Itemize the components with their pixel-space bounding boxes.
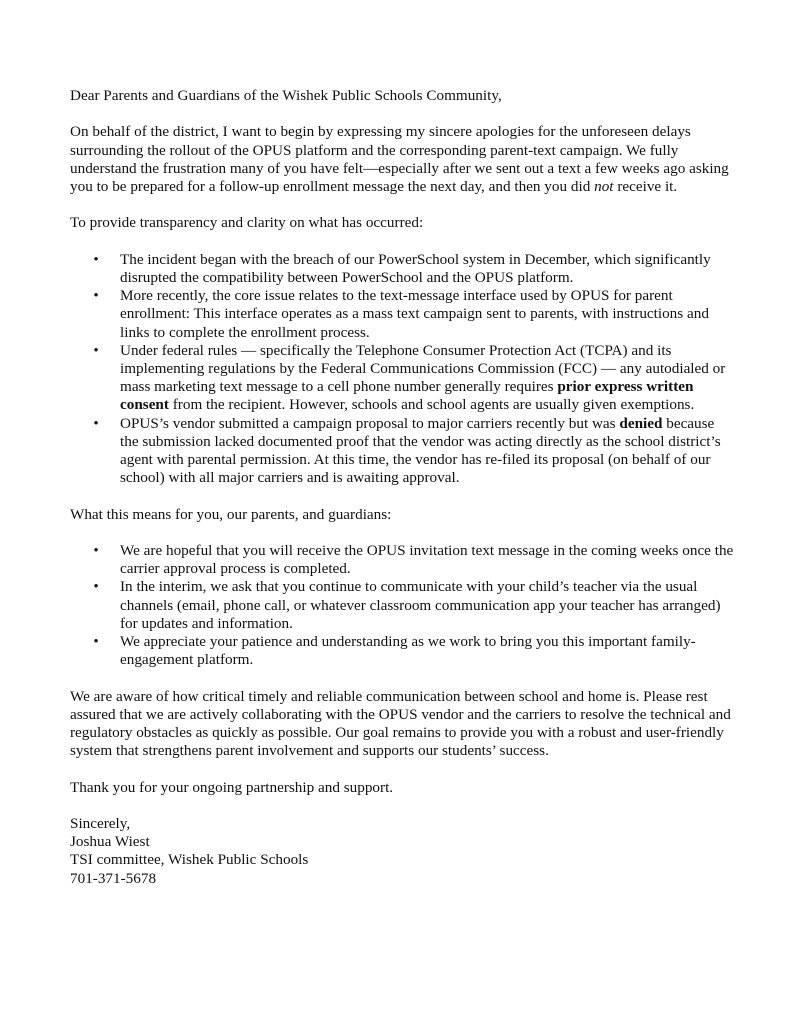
list-item-text-end: because the submission lacked documented proof that the vendor was acting directly as the school district’s agent with parental permission. At this time, the vendor has re-filed its proposal (on behalf of our school) with all major carriers and is awaiting approval. <box>120 414 721 487</box>
bullet-icon: • <box>93 341 99 359</box>
list-item-text: In the interim, we ask that you continue to communicate with your child’s teacher via the usual channels (email, phone call, or whatever classroom communication app your teacher has arranged) for updates and information. <box>120 578 721 632</box>
list-item-text: We appreciate your patience and understanding as we work to bring you this important family-engagement platform. <box>120 633 696 669</box>
list-item-text: Under federal rules — specifically the Telephone Consumer Protection Act (TCPA) and its implementing regulations by the Federal Communications Commission (FCC) — any autodialed or mass marketing text message to a cell phone number generally requires <box>120 341 726 396</box>
list-item <box>70 342 734 415</box>
signer-name: Joshua Wiest <box>70 833 150 851</box>
bullet-icon: • <box>93 633 99 651</box>
signature-block <box>70 815 734 888</box>
intro-emphasis: not <box>594 178 614 195</box>
list-item-text: We are hopeful that you will receive the OPUS invitation text message in the coming weeks once the carrier approval process is completed. <box>120 542 734 578</box>
intro-text-end: receive it. <box>613 178 678 195</box>
closing-paragraph: We are aware of how critical timely and reliable communication between school and home is. Please rest assured that we are actively collaborating with the OPUS vendor and the carriers to resolve the technical and regulatory obstacles as quickly as possible. Our goal remains to provide you with a robust and user-friendly system that strengthens parent involvement and supports our students’ success. <box>70 687 731 760</box>
list-item <box>70 287 734 342</box>
section-heading-what-it-means: What this means for you, our parents, and guardians: <box>70 505 392 523</box>
list-item <box>70 542 734 578</box>
list-item <box>70 633 734 669</box>
signer-phone: 701-371-5678 <box>70 869 157 887</box>
letter-page <box>70 87 734 888</box>
list-item <box>70 578 734 633</box>
list-item <box>70 415 734 488</box>
implications-list <box>70 542 734 669</box>
bullet-icon: • <box>93 542 99 559</box>
bullet-icon: • <box>93 414 99 432</box>
list-item-emphasis: denied <box>619 414 663 432</box>
list-item-emphasis: prior express written consent <box>120 378 694 414</box>
bullet-icon: • <box>93 287 99 305</box>
section-heading-what-occurred: To provide transparency and clarity on what has occurred: <box>70 214 424 232</box>
list-item-text: OPUS’s vendor submitted a campaign proposal to major carriers recently but was <box>120 414 620 432</box>
bullet-icon: • <box>93 578 99 596</box>
list-item-text: More recently, the core issue relates to the text-message interface used by OPUS for parent enrollment: This interface operates as a mass text campaign sent to parents, with instructions and links to complete the enrollment process. <box>120 287 709 341</box>
salutation: Dear Parents and Guardians of the Wishek Public Schools Community, <box>70 87 502 104</box>
list-item-text-end: from the recipient. However, schools and school agents are usually given exemptions. <box>168 396 695 414</box>
list-item <box>70 251 734 287</box>
occurrence-list <box>70 251 734 488</box>
bullet-icon: • <box>93 250 99 268</box>
thanks-line: Thank you for your ongoing partnership and support. <box>70 778 394 796</box>
signer-title: TSI committee, Wishek Public Schools <box>70 851 309 869</box>
list-item-text: The incident began with the breach of our PowerSchool system in December, which significantly disrupted the compatibility between PowerSchool and the OPUS platform. <box>120 250 711 286</box>
intro-text: On behalf of the district, I want to begin by expressing my sincere apologies for the unforeseen delays surrounding the rollout of the OPUS platform and the corresponding parent-text campaign. We fully understand the frustration many of you have felt—especially after we sent out a text a few weeks ago asking you to be prepared for a follow-up enrollment message the next day, and then you did <box>70 123 729 195</box>
intro-paragraph <box>70 123 734 196</box>
valediction: Sincerely, <box>70 815 131 832</box>
